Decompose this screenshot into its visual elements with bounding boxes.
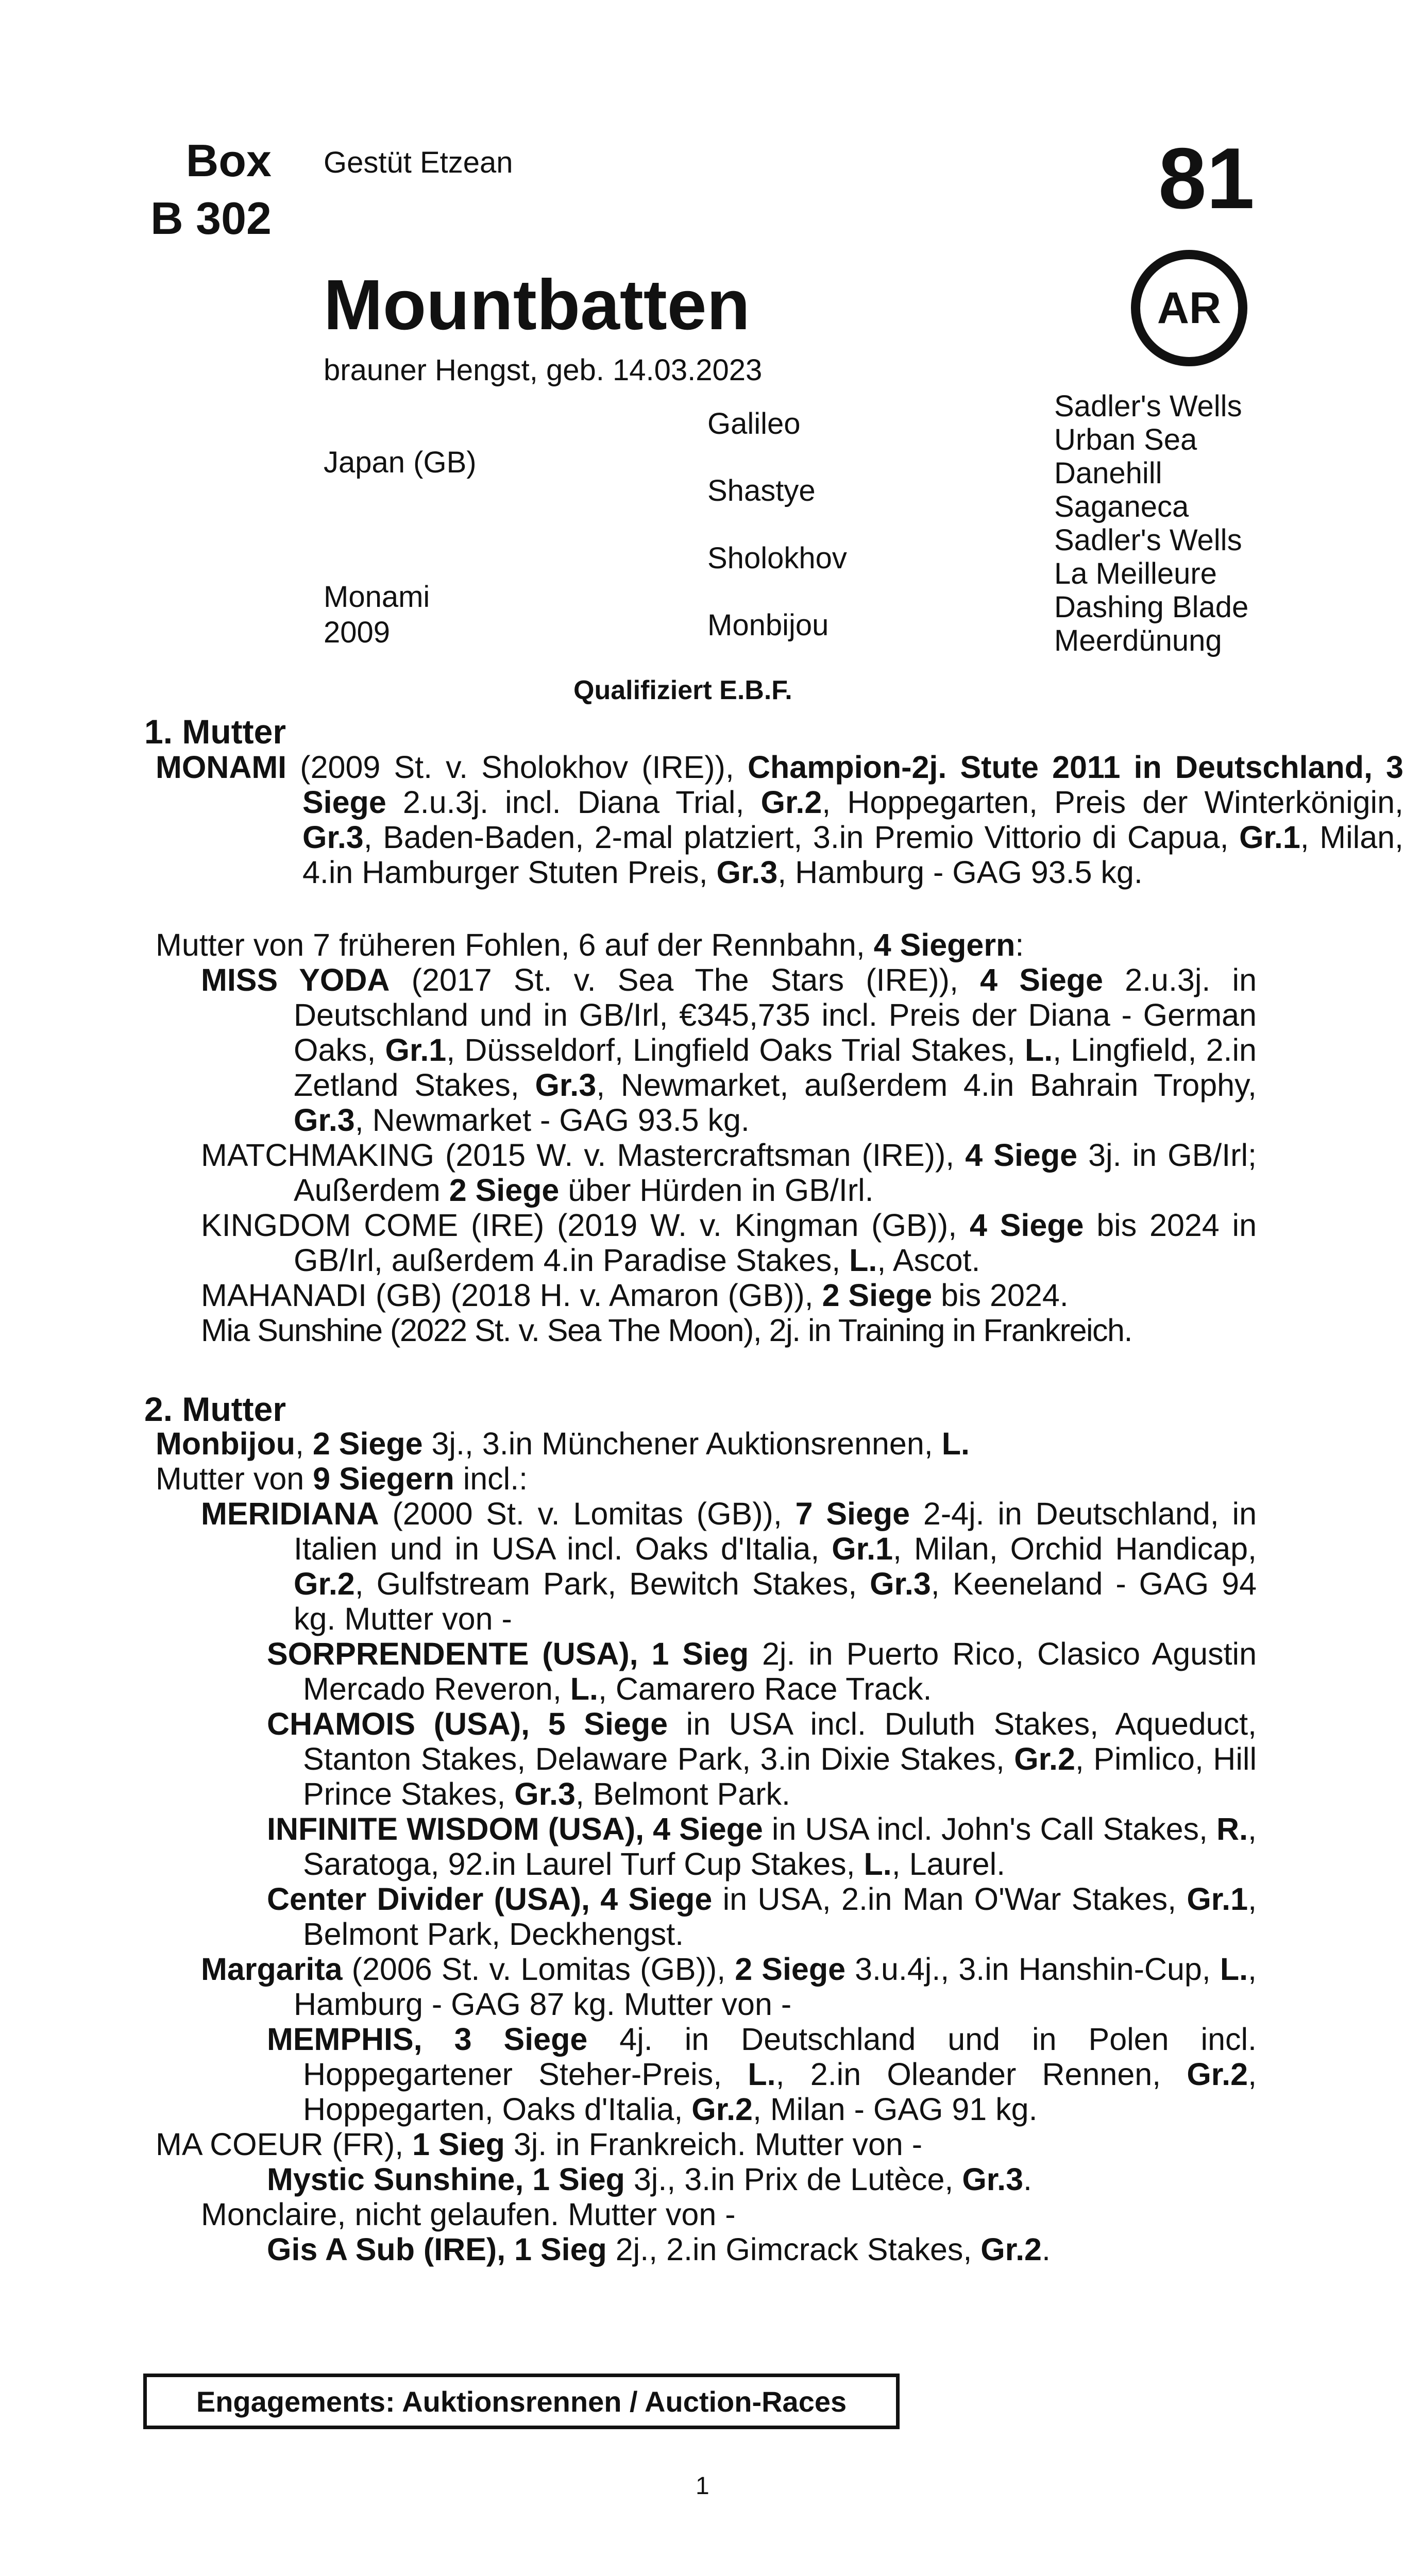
foal-entry: MEMPHIS, 3 Siege 4j. in Deutschland und in Polen incl. Hoppegartener Steher-Preis, L., 2.in Oleander Rennen, Gr.2, Hoppegarten, Oaks d'Italia, Gr.2, Milan - GAG 91 kg. <box>267 2022 1257 2127</box>
engagements-box: Engagements: Auktionsrennen / Auction-Races <box>143 2374 900 2429</box>
dam-entry-monami: MONAMI (2009 St. v. Sholokhov (IRE)), Champion-2j. Stute 2011 in Deutschland, 3 Siege 2.u.3j. incl. Diana Trial, Gr.2, Hoppegarten, Preis der Winterkönigin, Gr.3, Baden-Baden, 2-mal platziert, 3.in Premio Vittorio di Capua, Gr.1, Milan, 4.in Hamburger Stuten Preis, Gr.3, Hamburg - GAG 93.5 kg. <box>156 750 1403 890</box>
lot-number: 81 <box>1158 130 1255 227</box>
foal-entry: Center Divider (USA), 4 Siege in USA, 2.in Man O'War Stakes, Gr.1, Belmont Park, Deckhengst. <box>267 1882 1257 1952</box>
horse-name: Mountbatten <box>324 265 750 345</box>
great-grandparent: Danehill <box>1054 456 1162 490</box>
foal-entry: Margarita (2006 St. v. Lomitas (GB)), 2 Siege 3.u.4j., 3.in Hanshin-Cup, L., Hamburg - GAG 87 kg. Mutter von - <box>201 1952 1257 2022</box>
produce-summary: Mutter von 7 früheren Fohlen, 6 auf der Rennbahn, 4 Siegern: <box>156 927 1024 962</box>
section-heading-first-dam: 1. Mutter <box>144 713 286 751</box>
foal-entry: MAHANADI (GB) (2018 H. v. Amaron (GB)), 2 Siege bis 2024. <box>201 1278 1069 1313</box>
foal-entry: Mystic Sunshine, 1 Sieg 3j., 3.in Prix de Lutèce, Gr.3. <box>267 2162 1032 2197</box>
great-grandparent: Sadler's Wells <box>1054 389 1242 423</box>
grandparent: Galileo <box>707 407 801 440</box>
foal-entry: CHAMOIS (USA), 5 Siege in USA incl. Duluth Stakes, Aqueduct, Stanton Stakes, Delaware Park, 3.in Dixie Stakes, Gr.2, Pimlico, Hill Prince Stakes, Gr.3, Belmont Park. <box>267 1706 1257 1811</box>
horse-description: brauner Hengst, geb. 14.03.2023 <box>324 353 763 387</box>
grandparent: Shastye <box>707 474 816 507</box>
great-grandparent: Saganeca <box>1054 490 1189 523</box>
great-grandparent: Sadler's Wells <box>1054 523 1242 557</box>
grandparent: Monbijou <box>707 608 829 642</box>
great-grandparent: Urban Sea <box>1054 423 1197 456</box>
foal-entry: MERIDIANA (2000 St. v. Lomitas (GB)), 7 Siege 2-4j. in Deutschland, in Italien und in USA incl. Oaks d'Italia, Gr.1, Milan, Orchid Handicap, Gr.2, Gulfstream Park, Bewitch Stakes, Gr.3, Keeneland - GAG 94 kg. Mutter von - <box>201 1496 1257 1636</box>
foal-entry: MATCHMAKING (2015 W. v. Mastercraftsman (IRE)), 4 Siege 3j. in GB/Irl; Außerdem 2 Siege über Hürden in GB/Irl. <box>201 1138 1257 1208</box>
box-number: B 302 <box>150 193 272 244</box>
dam-year: 2009 <box>324 616 391 649</box>
owner-name: Gestüt Etzean <box>324 146 513 179</box>
foal-entry: KINGDOM COME (IRE) (2019 W. v. Kingman (GB)), 4 Siege bis 2024 in GB/Irl, außerdem 4.in Paradise Stakes, L., Ascot. <box>201 1208 1257 1278</box>
second-dam-entry: Monbijou, 2 Siege 3j., 3.in Münchener Auktionsrennen, L. <box>156 1426 970 1461</box>
box-label: Box <box>185 135 272 186</box>
foal-entry: INFINITE WISDOM (USA), 4 Siege in USA incl. John's Call Stakes, R., Saratoga, 92.in Laurel Turf Cup Stakes, L., Laurel. <box>267 1811 1257 1882</box>
sire: Japan (GB) <box>324 446 477 479</box>
qualification: Qualifiziert E.B.F. <box>573 675 792 705</box>
section-heading-second-dam: 2. Mutter <box>144 1390 286 1428</box>
foal-entry: Mia Sunshine (2022 St. v. Sea The Moon), 2j. in Training in Frankreich. <box>201 1313 1132 1348</box>
great-grandparent: La Meilleure <box>1054 557 1217 590</box>
foal-entry: SORPRENDENTE (USA), 1 Sieg 2j. in Puerto Rico, Clasico Agustin Mercado Reveron, L., Camarero Race Track. <box>267 1636 1257 1706</box>
grandparent: Sholokhov <box>707 541 847 575</box>
ar-badge: AR <box>1131 250 1247 366</box>
foal-entry: MA COEUR (FR), 1 Sieg 3j. in Frankreich. Mutter von - <box>156 2127 923 2162</box>
dam: Monami <box>324 580 430 614</box>
page-number: 1 <box>696 2472 709 2500</box>
foal-entry: Gis A Sub (IRE), 1 Sieg 2j., 2.in Gimcrack Stakes, Gr.2. <box>267 2232 1051 2267</box>
produce-summary: Mutter von 9 Siegern incl.: <box>156 1461 528 1496</box>
foal-entry: Monclaire, nicht gelaufen. Mutter von - <box>201 2197 736 2232</box>
foal-entry: MISS YODA (2017 St. v. Sea The Stars (IRE)), 4 Siege 2.u.3j. in Deutschland und in GB/Irl, €345,735 incl. Preis der Diana - German Oaks, Gr.1, Düsseldorf, Lingfield Oaks Trial Stakes, L., Lingfield, 2.in Zetland Stakes, Gr.3, Newmarket, außerdem 4.in Bahrain Trophy, Gr.3, Newmarket - GAG 93.5 kg. <box>201 962 1257 1138</box>
great-grandparent: Dashing Blade <box>1054 590 1249 624</box>
great-grandparent: Meerdünung <box>1054 624 1222 657</box>
